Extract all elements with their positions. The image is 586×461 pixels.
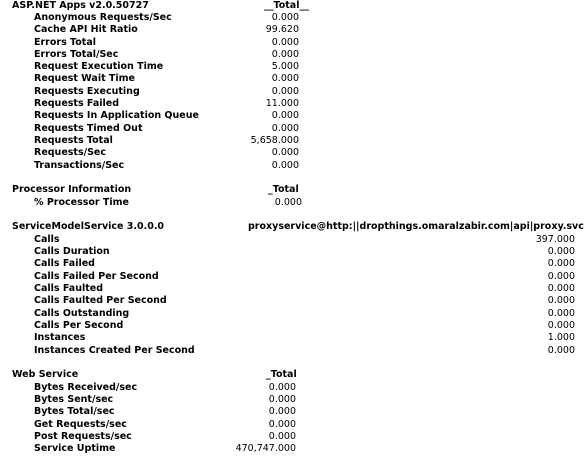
object-header-servicemodelservice: ServiceModelService 3.0.0.0	[12, 221, 165, 232]
counter-label-anonymous-requests-sec: Anonymous Requests/Sec	[34, 12, 172, 23]
counter-value-calls-failed-per-second: 0.000	[547, 271, 575, 282]
counter-label-transactions-sec: Transactions/Sec	[34, 160, 125, 171]
counter-label-requests-executing: Requests Executing	[34, 86, 140, 97]
counter-label-bytes-received-sec: Bytes Received/sec	[34, 382, 138, 393]
counter-value-errors-total-sec: 0.000	[271, 49, 299, 60]
counter-label-service-uptime: Service Uptime	[34, 443, 116, 454]
counter-label-calls: Calls	[34, 234, 60, 245]
counter-label-calls-outstanding: Calls Outstanding	[34, 308, 130, 319]
counter-label-requests-sec: Requests/Sec	[34, 147, 107, 158]
object-header-aspnet-apps: ASP.NET Apps v2.0.50727	[12, 0, 149, 11]
counter-label-request-execution-time: Request Execution Time	[34, 61, 164, 72]
instance-header-processor-total: _Total	[268, 184, 299, 195]
counter-label-requests-in-application-queue: Requests In Application Queue	[34, 110, 199, 121]
counter-value-calls-per-second: 0.000	[547, 320, 575, 331]
counter-value-instances-created-per-second: 0.000	[547, 345, 575, 356]
counter-label-instances: Instances	[34, 332, 86, 343]
counter-label-bytes-sent-sec: Bytes Sent/sec	[34, 394, 114, 405]
counter-label-post-requests-sec: Post Requests/sec	[34, 431, 132, 442]
counter-value-service-uptime: 470,747.000	[235, 443, 296, 454]
counter-label-calls-per-second: Calls Per Second	[34, 320, 124, 331]
counter-label-requests-timed-out: Requests Timed Out	[34, 123, 143, 134]
counter-value-calls-outstanding: 0.000	[547, 308, 575, 319]
counter-value-get-requests-sec: 0.000	[268, 419, 296, 430]
counter-label-processor-time: % Processor Time	[34, 197, 129, 208]
instance-header-web-service-total: _Total	[266, 369, 297, 380]
counter-value-instances: 1.000	[547, 332, 575, 343]
counter-value-calls-faulted: 0.000	[547, 283, 575, 294]
counter-label-calls-duration: Calls Duration	[34, 246, 110, 257]
counter-value-transactions-sec: 0.000	[271, 160, 299, 171]
counter-label-bytes-total-sec: Bytes Total/sec	[34, 406, 115, 417]
counter-value-bytes-total-sec: 0.000	[268, 406, 296, 417]
counter-label-request-wait-time: Request Wait Time	[34, 73, 136, 84]
counter-label-calls-faulted-per-second: Calls Faulted Per Second	[34, 295, 167, 306]
counter-value-post-requests-sec: 0.000	[268, 431, 296, 442]
counter-value-calls-failed: 0.000	[547, 258, 575, 269]
counter-value-calls-duration: 0.000	[547, 246, 575, 257]
counter-label-requests-failed: Requests Failed	[34, 98, 120, 109]
counter-value-request-execution-time: 5.000	[271, 61, 299, 72]
counter-value-requests-executing: 0.000	[271, 86, 299, 97]
counter-value-processor-time: 0.000	[274, 197, 302, 208]
counter-label-calls-faulted: Calls Faulted	[34, 283, 104, 294]
counter-value-requests-timed-out: 0.000	[271, 123, 299, 134]
counter-value-errors-total: 0.000	[271, 37, 299, 48]
instance-header-aspnet-total: __Total__	[264, 0, 309, 11]
counter-label-cache-api-hit-ratio: Cache API Hit Ratio	[34, 24, 138, 35]
counter-label-errors-total: Errors Total	[34, 37, 96, 48]
counter-value-bytes-sent-sec: 0.000	[268, 394, 296, 405]
counter-value-requests-in-application-queue: 0.000	[271, 110, 299, 121]
counter-label-calls-failed: Calls Failed	[34, 258, 95, 269]
counter-value-calls: 397.000	[535, 234, 575, 245]
instance-header-proxyservice: proxyservice@http:||dropthings.omaralzabir.com|api|proxy.svc	[248, 221, 584, 232]
object-header-web-service: Web Service	[12, 369, 79, 380]
counter-value-anonymous-requests-sec: 0.000	[271, 12, 299, 23]
counter-value-requests-failed: 11.000	[265, 98, 299, 109]
counter-value-request-wait-time: 0.000	[271, 73, 299, 84]
counter-label-calls-failed-per-second: Calls Failed Per Second	[34, 271, 159, 282]
counter-label-requests-total: Requests Total	[34, 135, 113, 146]
counter-label-instances-created-per-second: Instances Created Per Second	[34, 345, 195, 356]
counter-value-calls-faulted-per-second: 0.000	[547, 295, 575, 306]
object-header-processor-information: Processor Information	[12, 184, 132, 195]
counter-value-bytes-received-sec: 0.000	[268, 382, 296, 393]
counter-label-errors-total-sec: Errors Total/Sec	[34, 49, 119, 60]
counter-value-requests-total: 5,658.000	[250, 135, 299, 146]
counter-value-requests-sec: 0.000	[271, 147, 299, 158]
counter-value-cache-api-hit-ratio: 99.620	[265, 24, 299, 35]
counter-label-get-requests-sec: Get Requests/sec	[34, 419, 127, 430]
